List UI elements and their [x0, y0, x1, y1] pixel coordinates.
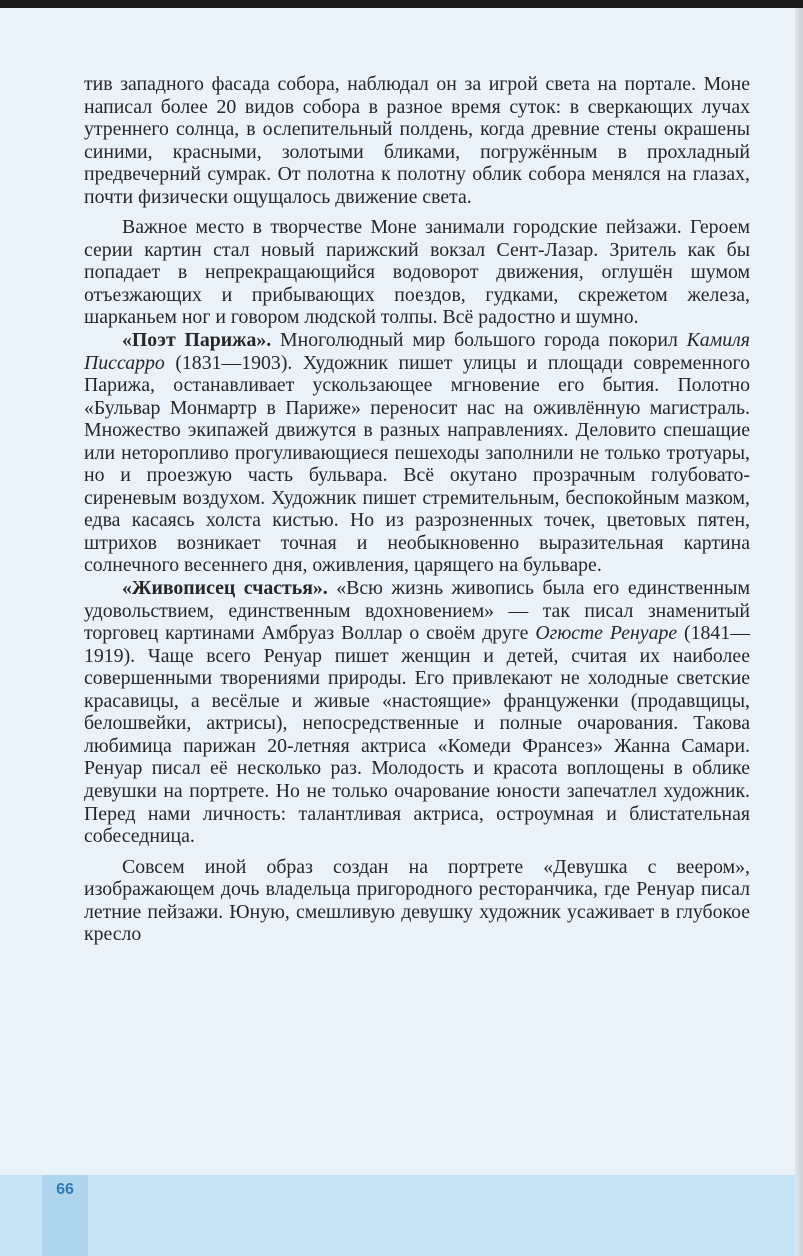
paragraph-text: «Всю жизнь живопись была его единственным удовольствием, единственным вдохновением» — так писал знаменитый торговец картинами Амбруаз Воллар о своём друге	[84, 577, 750, 645]
paragraph-girl-with-fan: Совсем иной образ создан на портрете «Девушка с веером», изображающем дочь владельца пригородного ресторанчика, где Ренуар писал летние пейзажи. Юную, смешливую девушку художник усаживает в глубокое кресло	[84, 855, 750, 946]
paragraph-text: Многолюдный мир большого города покорил	[271, 329, 687, 352]
paragraph-painter-of-happiness	[84, 577, 750, 848]
section-heading-painter-of-happiness: «Живописец счастья».	[122, 577, 328, 600]
page-footer-band	[0, 1175, 795, 1256]
page-text-column	[84, 73, 750, 946]
artist-name-renoir: Огюсте Ренуаре	[535, 622, 678, 645]
page-number: 66	[56, 1181, 74, 1198]
paragraph-text: (1841—1919). Чаще всего Ренуар пишет женщин и детей, считая их наиболее совершенными творениями природы. Его привлекают не холодные светские красавицы, а весёлые и живые «настоящие» француженки (продавщицы, белошвейки, актрисы), непосредственные и полные очарования. Такова любимица парижан 20-летняя актриса «Комеди Франсез» Жанна Самари. Ренуар писал её несколько раз. Молодость и красота воплощены в облике девушки на портрете. Но не только очарование юности запечатлел художник. Перед нами личность: талантливая актриса, остроумная и блистательная собеседница.	[84, 622, 750, 848]
paragraph-city-landscapes: Важное место в творчестве Моне занимали городские пейзажи. Героем серии картин стал новый парижский вокзал Сент-Лазар. Зритель как бы попадает в непрекращающийся водоворот движения, оглушён шумом отъезжающих и прибывающих поездов, гудками, скрежетом железа, шарканьем ног и говором людской толпы. Всё радостно и шумно.	[84, 216, 750, 329]
page-edge-shadow	[795, 8, 803, 1256]
artist-name-pissarro: Камиля Писсарро	[84, 329, 751, 374]
paragraph-poet-of-paris	[84, 329, 750, 577]
paragraph-cathedral-continuation: тив западного фасада собора, наблюдал он за игрой света на портале. Моне написал более 20 видов собора в разное время суток: в сверкающих лучах утреннего солнца, в ослепительный полдень, когда древние стены окрашены синими, красными, золотыми бликами, погружённым в прохладный предвечерний сумрак. От полотна к полотну облик собора менялся на глазах, почти физически ощущалось движение света.	[84, 73, 750, 208]
page-top-edge	[0, 0, 803, 8]
paragraph-text: (1831—1903). Художник пишет улицы и площади современного Парижа, останавливает ускользающее мгновение его бытия. Полотно «Бульвар Монмартр в Париже» переносит нас на оживлённую магистраль. Множество экипажей движутся в разных направлениях. Деловито спешащие или неторопливо прогуливающиеся пешеходы заполнили не только тротуары, но и проезжую часть бульвара. Всё окутано прозрачным голубовато-сиреневым воздухом. Художник пишет стремительным, беспокойным мазком, едва касаясь холста кистью. Но из разрозненных точек, цветовых пятен, штрихов возникает точная и необыкновенно выразительная картина солнечного весеннего дня, оживления, царящего на бульваре.	[84, 351, 750, 577]
section-heading-poet-of-paris: «Поэт Парижа».	[122, 329, 272, 352]
